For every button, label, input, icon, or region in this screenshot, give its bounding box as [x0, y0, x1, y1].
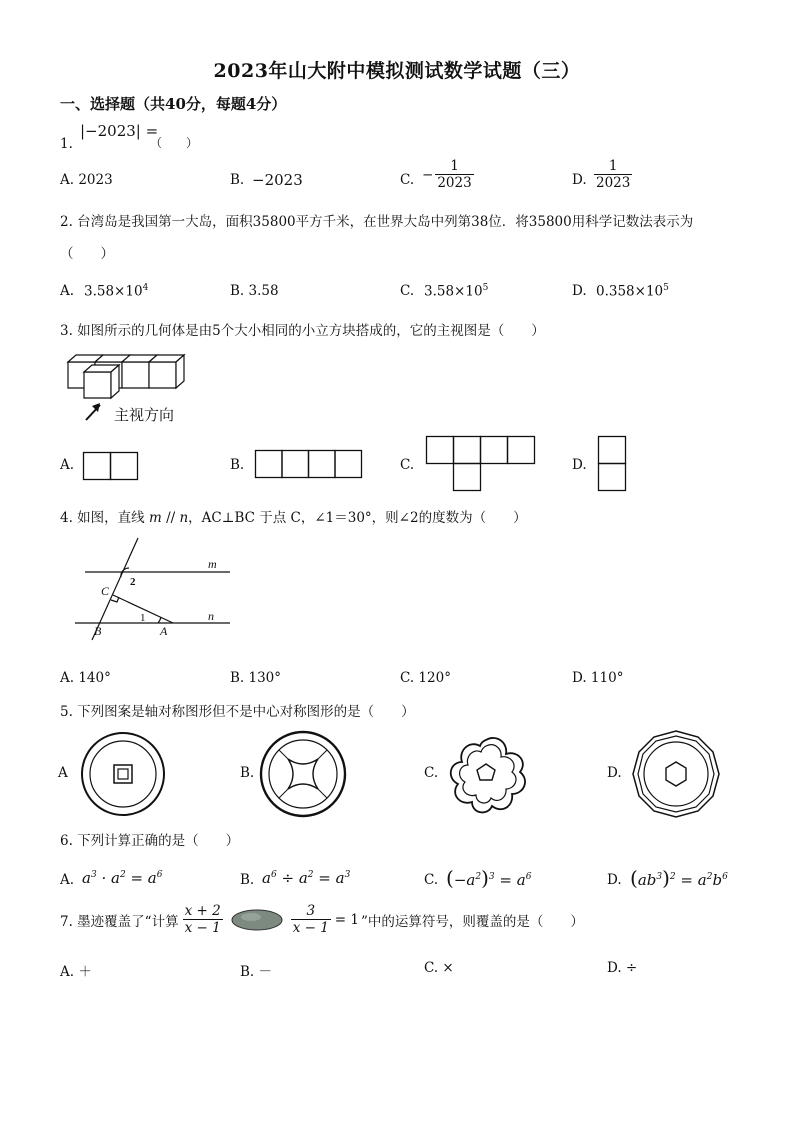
q6-option-c: $(-a^2)^3 = a^6$: [446, 866, 532, 890]
fraction-numerator: 1: [450, 158, 459, 174]
q4-option-d: D. 110°: [572, 670, 624, 686]
q2-option-d: $0.358\times 10^5$: [596, 283, 669, 300]
label-c: C: [101, 584, 110, 598]
view-direction-label: 主视方向: [114, 406, 175, 424]
q3-option-a-label: A.: [60, 457, 75, 473]
fraction-numerator: 1: [608, 158, 618, 174]
label-a: A: [160, 624, 168, 638]
q3-option-b-figure: [255, 450, 363, 478]
coin-square-hole-figure: [80, 731, 166, 817]
q6-option-d-label: D.: [607, 872, 622, 888]
q3-text: 3. 如图所示的几何体是由5个大小相同的小立方块搭成的，它的主视图是（ ）: [60, 323, 545, 339]
dodecagon-hexagon-figure: [630, 728, 722, 820]
section-heading: 一、选择题（共40分，每题4分）: [60, 95, 287, 113]
label-n: n: [208, 609, 214, 623]
q5-option-c-label: C.: [424, 765, 439, 781]
q3-option-b-label: B.: [230, 457, 245, 473]
q3-option-d-figure: [598, 436, 628, 492]
fraction-denominator: 2023: [437, 175, 472, 191]
q2-option-d-label: D.: [572, 283, 587, 299]
q7-option-b: B. －: [240, 964, 273, 980]
q6-option-b-label: B.: [240, 872, 255, 888]
q1-expression: |−2023| =: [80, 122, 159, 140]
q6-option-b: $a^6 \div a^2 = a^3$: [262, 869, 351, 887]
q2-paren: （ ）: [60, 246, 114, 262]
q1-option-d-label: D.: [572, 172, 587, 188]
q3-option-d-label: D.: [572, 457, 587, 473]
q2-option-c-label: C.: [400, 283, 415, 299]
angle-1-label: 1: [140, 612, 146, 624]
q5-text: 5. 下列图案是轴对称图形但不是中心对称图形的是（ ）: [60, 704, 415, 720]
q7-option-d: D. ÷: [607, 960, 638, 976]
q6-option-c-label: C.: [424, 872, 439, 888]
q7-option-a: A. ＋: [60, 964, 92, 980]
q5-option-a-label: A: [58, 765, 68, 781]
angle-2-label: 2: [130, 576, 136, 588]
flower-pentagon-figure: [444, 732, 528, 816]
q5-option-b-label: B.: [240, 765, 255, 781]
ink-blot-icon: [231, 908, 283, 932]
q5-option-d-label: D.: [607, 765, 622, 781]
q3-option-c-figure: [426, 436, 536, 492]
q4-text: 4. 如图，直线 m // n，AC⊥BC 于点 C，∠1＝30°，则∠2的度数为（ ）: [60, 510, 527, 526]
label-b: B: [94, 624, 102, 638]
q2-text: 2. 台湾岛是我国第一大岛，面积35800平方千米，在世界大岛中列第38位．将35800用科学记数法表示为: [60, 214, 694, 230]
q6-text: 6. 下列计算正确的是（ ）: [60, 833, 240, 849]
q3-option-c-label: C.: [400, 457, 415, 473]
q1-number: 1.: [60, 136, 73, 152]
q1-option-c: [422, 158, 474, 191]
fraction-denominator: x − 1: [292, 920, 329, 936]
q1-option-b-label: B.: [230, 172, 245, 188]
q2-option-b: B. 3.58: [230, 283, 279, 299]
q7-text: 7. 墨迹覆盖了“计算 $\frac{x + 2}{x - 1}$ $\frac{3}{x - 1}$ = 1 ”中的运算符号，则覆盖的是（ ）: [60, 903, 584, 936]
q1-option-d: [594, 158, 632, 191]
page-title: 2023年山大附中模拟测试数学试题（三）: [213, 60, 581, 82]
q6-option-d: $(ab^3)^2 = a^2b^6$: [630, 866, 728, 890]
fraction-denominator: 2023: [596, 175, 631, 191]
fraction-numerator: 3: [306, 903, 316, 919]
q4-option-a: A. 140°: [60, 670, 111, 686]
q1-option-c-label: C.: [400, 172, 415, 188]
q6-option-a-label: A.: [60, 872, 75, 888]
q1-option-b: −2023: [252, 171, 303, 189]
fraction-denominator: x − 1: [184, 920, 221, 936]
q4-option-c: C. 120°: [400, 670, 451, 686]
q2-option-a: $3.58\times 10^4$: [84, 283, 149, 300]
coin-curved-square-figure: [258, 729, 348, 819]
parallel-lines-figure: [70, 535, 240, 645]
q6-option-a: $a^3 \cdot a^2 = a^6$: [82, 869, 163, 887]
q1-paren: （ ）: [150, 136, 199, 150]
q3-option-a-figure: [83, 452, 139, 480]
minus-sign: −: [422, 166, 434, 183]
q4-option-b: B. 130°: [230, 670, 282, 686]
q2-option-a-label: A.: [60, 283, 75, 299]
q2-option-c: $3.58\times 10^5$: [424, 283, 489, 300]
q1-option-a: A. 2023: [60, 172, 113, 188]
fraction-numerator: x + 2: [184, 903, 221, 919]
label-m: m: [208, 557, 217, 571]
q7-option-c: C. ×: [424, 960, 454, 976]
